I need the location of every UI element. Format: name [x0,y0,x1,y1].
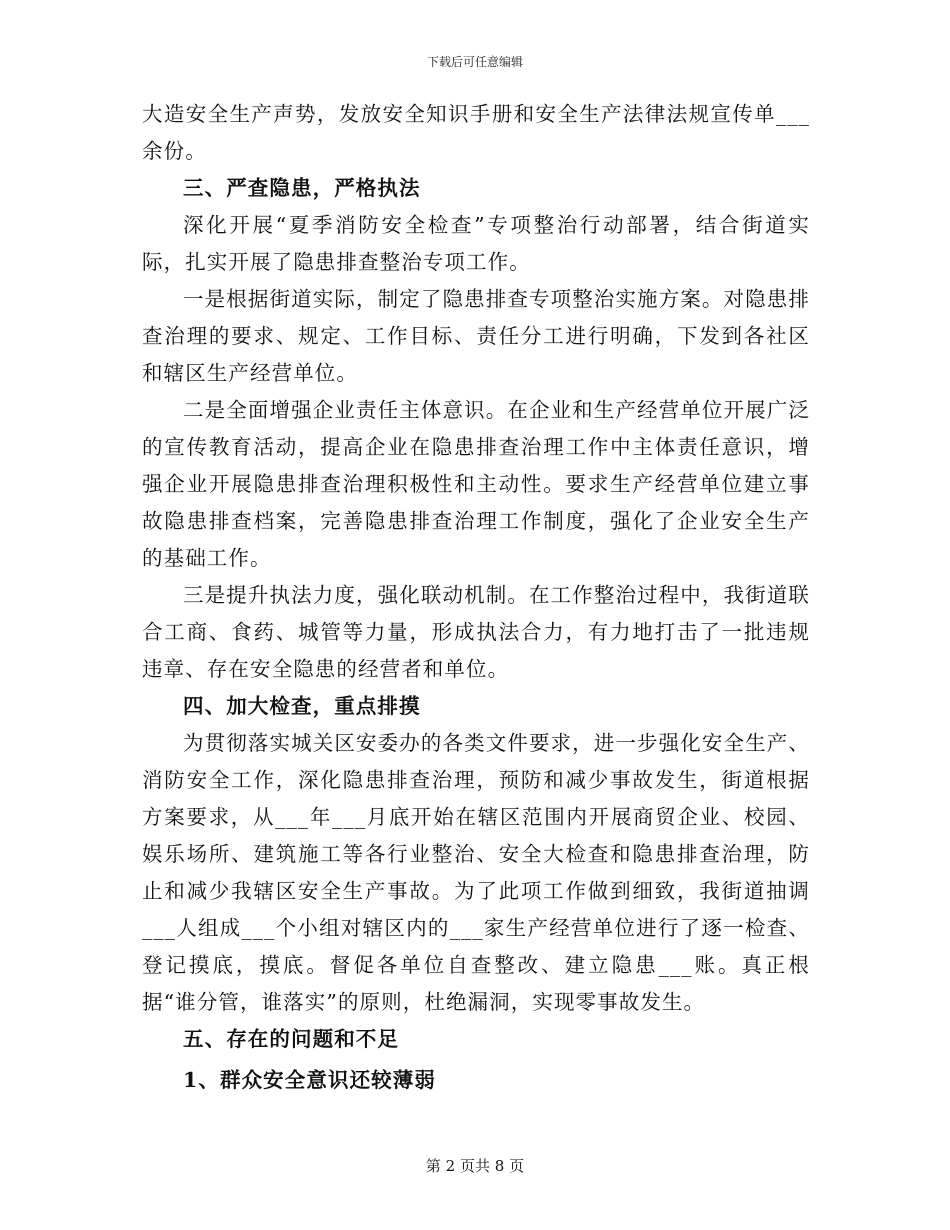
paragraph: 为贯彻落实城关区安委办的各类文件要求，进一步强化安全生产、消防安全工作，深化隐患排查治理，预防和减少事故发生，街道根据方案要求，从___年___月底开始在辖区范围内开展商贸企业、校园、娱乐场所、建筑施工等各行业整治、安全大检查和隐患排查治理，防止和减少我辖区安全生产事故。为了此项工作做到细致，我街道抽调___人组成___个小组对辖区内的___家生产经营单位进行了逐一检查、登记摸底，摸底。督促各单位自查整改、建立隐患___账。真正根据“谁分管，谁落实”的原则，杜绝漏洞，实现零事故发生。 [142,731,810,1014]
section-heading-3: 三、严查隐患，严格执法 [183,176,421,200]
document-body [142,96,810,1099]
section-heading-4: 四、加大检查，重点排摸 [183,694,421,718]
paragraph: 二是全面增强企业责任主体意识。在企业和生产经营单位开展广泛的宣传教育活动，提高企业在隐患排查治理工作中主体责任意识，增强企业开展隐患排查治理积极性和主动性。要求生产经营单位建立事故隐患排查档案，完善隐患排查治理工作制度，强化了企业安全生产的基础工作。 [142,398,810,570]
subsection-heading-5-1: 1、群众安全意识还较薄弱 [183,1068,436,1092]
paragraph-continuation: 大造安全生产声势，发放安全知识手册和安全生产法律法规宣传单___余份。 [142,102,810,163]
paragraph: 深化开展“夏季消防安全检查”专项整治行动部署，结合街道实际，扎实开展了隐患排查整治专项工作。 [142,213,810,274]
paragraph: 三是提升执法力度，强化联动机制。在工作整治过程中，我街道联合工商、食药、城管等力量，形成执法合力，有力地打击了一批违规违章、存在安全隐患的经营者和单位。 [142,583,810,681]
paragraph: 一是根据街道实际，制定了隐患排查专项整治实施方案。对隐患排查治理的要求、规定、工作目标、责任分工进行明确，下发到各社区和辖区生产经营单位。 [142,287,810,385]
page-footer: 第 2 页共 8 页 [425,1157,525,1175]
section-heading-5: 五、存在的问题和不足 [183,1027,399,1051]
page-header: 下载后可任意编辑 [426,55,523,69]
